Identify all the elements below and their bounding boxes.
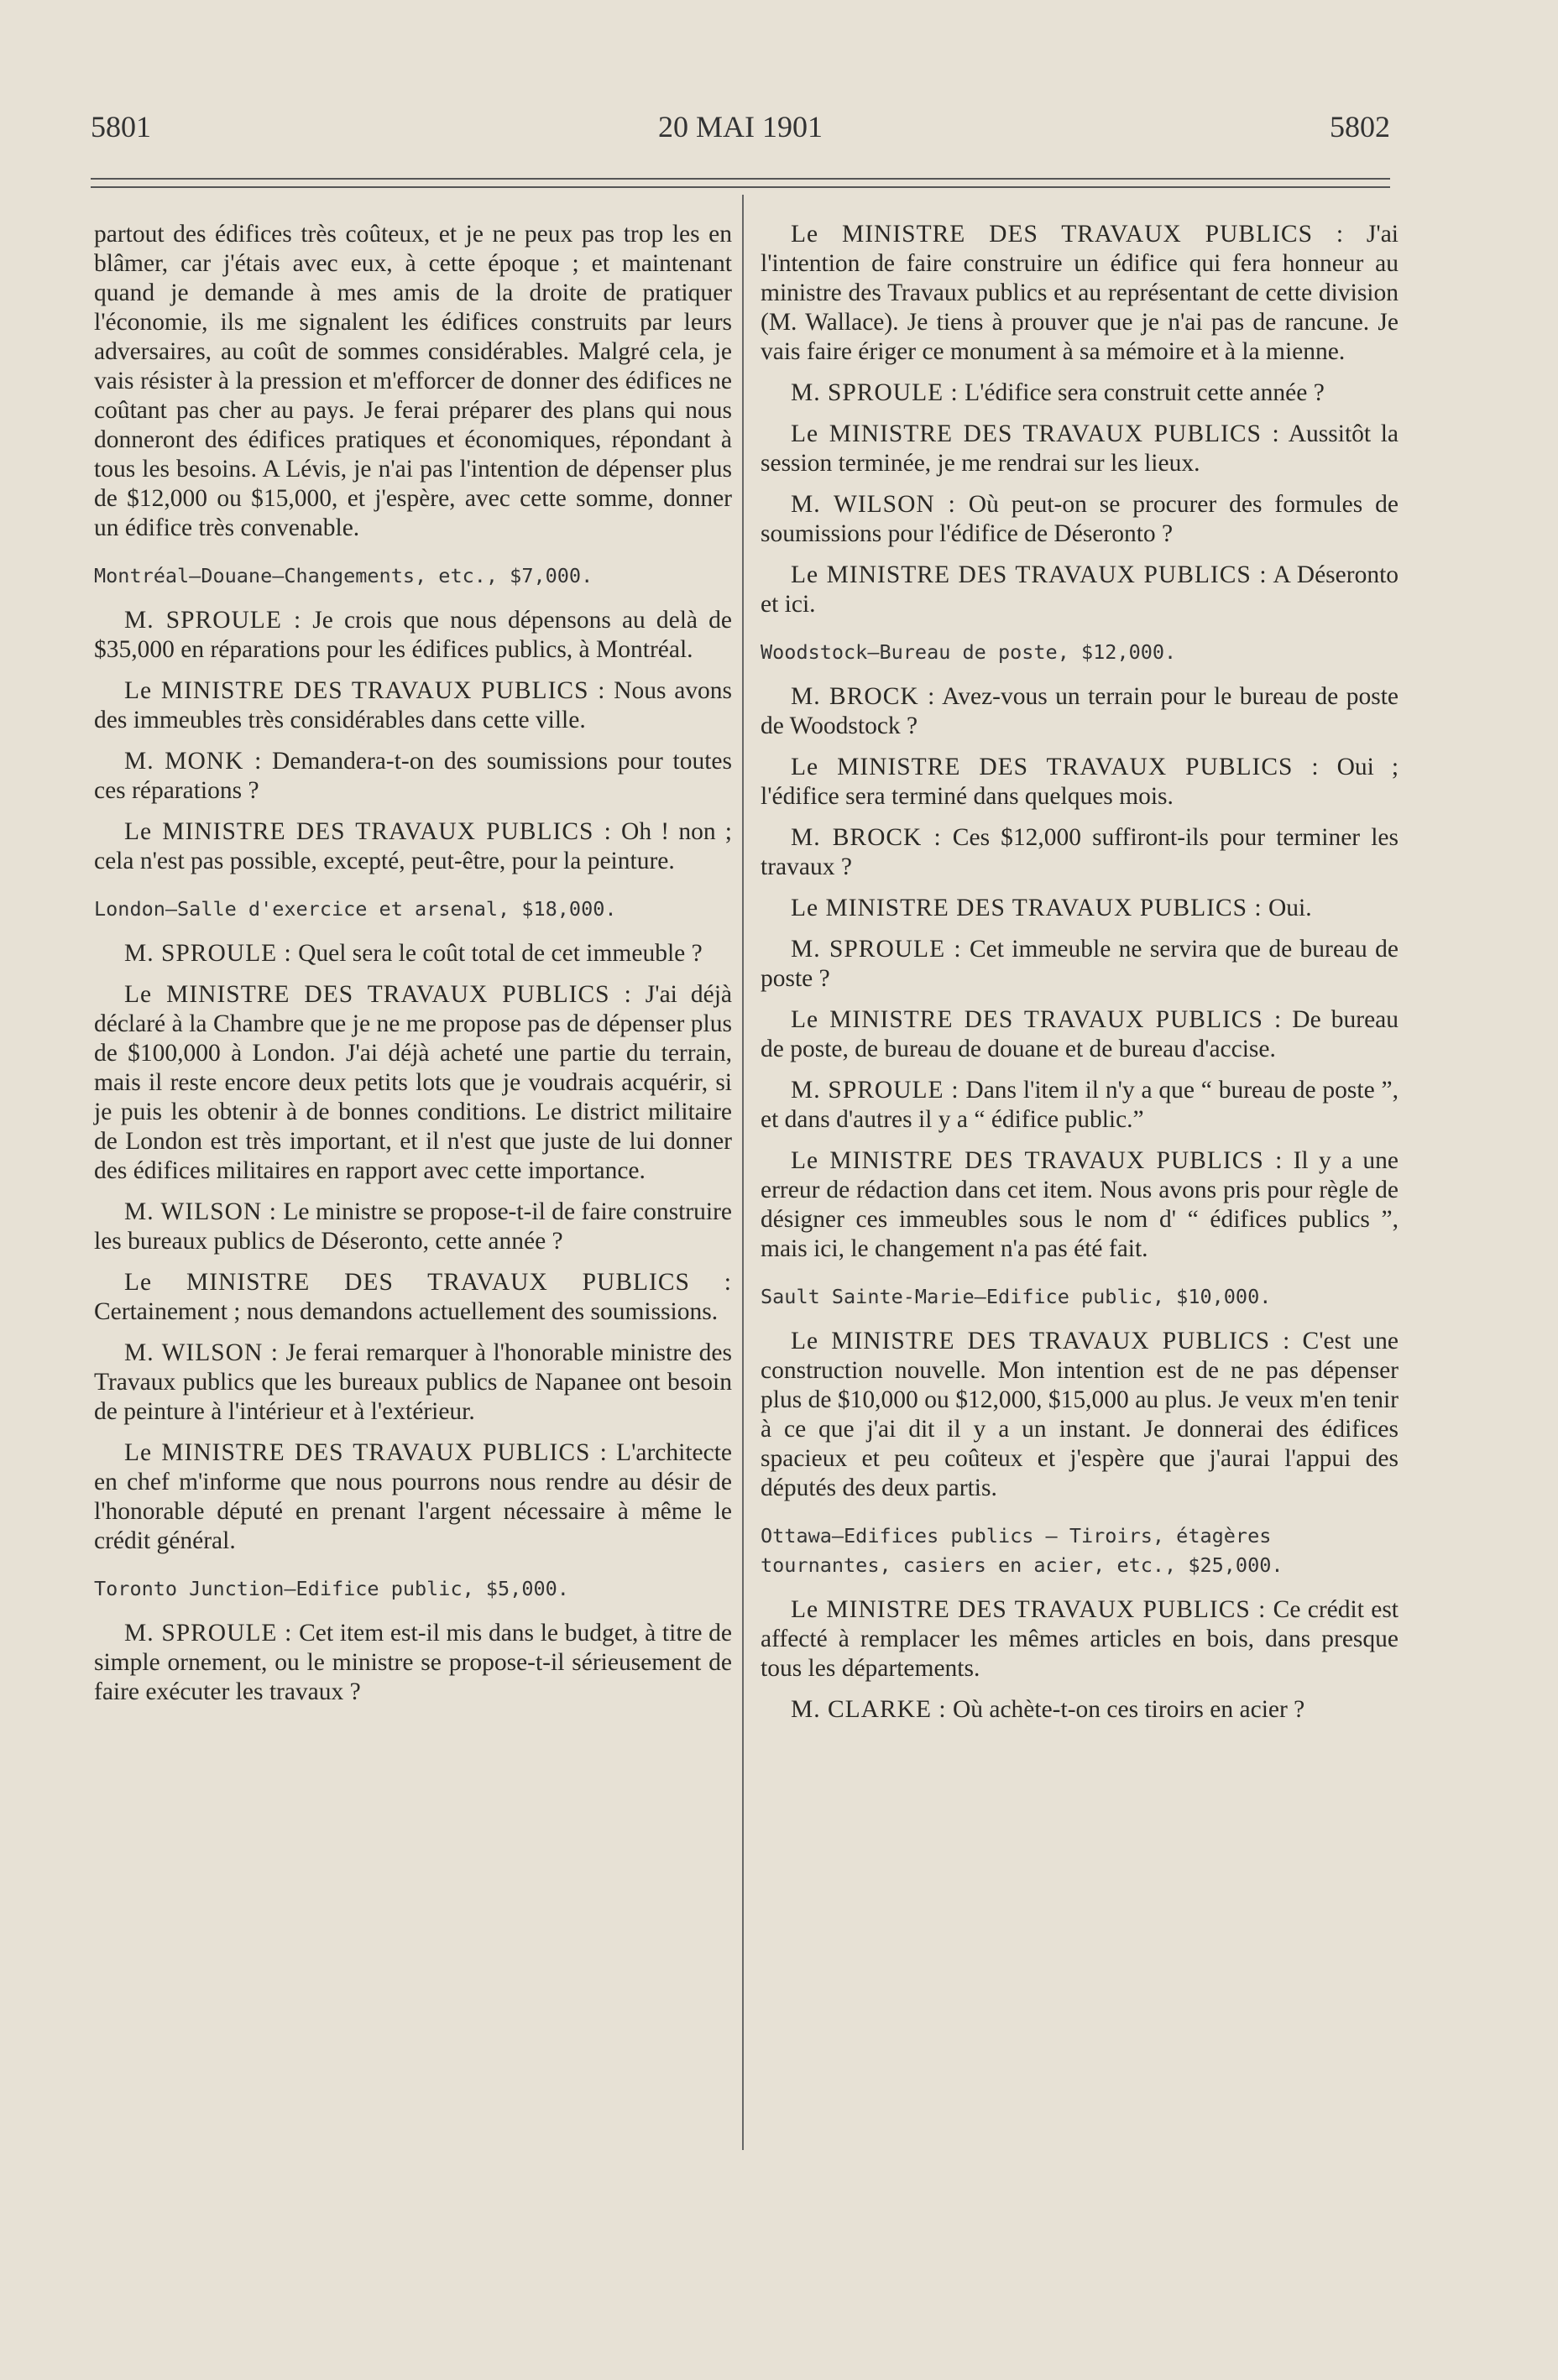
column-divider	[742, 195, 744, 2150]
paragraph	[761, 220, 1399, 367]
paragraph	[761, 420, 1399, 478]
speaker-name: Le MINISTRE DES TRAVAUX PUBLICS :	[791, 1328, 1291, 1354]
paragraph	[761, 490, 1399, 549]
speaker-name: Le MINISTRE DES TRAVAUX PUBLICS :	[791, 561, 1268, 588]
paragraph-text: Nous avons des immeubles très considérables dans cette ville.	[94, 677, 733, 733]
paragraph	[94, 1339, 732, 1427]
speaker-name: M. BROCK :	[791, 824, 942, 851]
paragraph	[761, 682, 1399, 741]
speaker-name: Le MINISTRE DES TRAVAUX PUBLICS :	[124, 677, 606, 704]
paragraph	[94, 1619, 732, 1707]
paragraph-text: C'est une construction nouvelle. Mon intention est de ne pas dépenser plus de $10,000 ou $12,000, $15,000 au plus. Je veux m'en tenir à ce que j'ai dit il y a un instant. Je donnerai des édifices spacieux et peu coûteux et j'espère que j'aurai l'appui des députés des deux partis.	[761, 1328, 1399, 1501]
paragraph	[94, 747, 732, 806]
paragraph-text: Dans l'item il n'y a que “ bureau de poste ”, et dans d'autres il y a “ édifice public.”	[761, 1077, 1399, 1133]
speaker-name: M. WILSON :	[124, 1198, 277, 1225]
paragraph-text: J'ai déjà déclaré à la Chambre que je ne me propose pas de dépenser plus de $100,000 à London. J'ai déjà acheté une partie du terrain, mais il reste encore deux petits lots que je voudrais acquérir, si je puis les obtenir à de bonnes conditions. Le district militaire de London est très important, et il n'est que juste de lui donner des édifices militaires en rapport avec cette importance.	[94, 981, 733, 1184]
paragraph	[761, 1076, 1399, 1135]
speaker-name: M. SPROULE :	[791, 379, 959, 406]
header-rule-bottom	[91, 186, 1390, 188]
paragraph	[94, 1438, 732, 1556]
paragraph	[761, 753, 1399, 812]
speaker-name: Le MINISTRE DES TRAVAUX PUBLICS :	[124, 981, 632, 1008]
paragraph-text: Ce crédit est affecté à remplacer les mêmes articles en bois, dans presque tous les départements.	[761, 1596, 1399, 1682]
paragraph-text: Aussitôt la session terminée, je me rendrai sur les lieux.	[761, 420, 1399, 477]
paragraph	[94, 817, 732, 876]
item-heading: Toronto Junction—Edifice public, $5,000.	[94, 1577, 569, 1600]
paragraph-text: partout des édifices très coûteux, et je ne peux pas trop les en blâmer, car j'étais avec eux, à cette époque ; et maintenant quand je demande à mes amis de la droite de pratiquer l'économie, ils me signalent les édifices construits par leurs adversaires, au coût de sommes considérables. Malgré cela, je vais résister à la pression et m'efforcer de donner des édifices ne coûtant pas cher au pays. Je ferai préparer des plans qui nous donneront des édifices pratiques et économiques, répondant à tous les besoins. A Lévis, je n'ai pas l'intention de dépenser plus de $12,000 ou $15,000, et j'espère, avec cette somme, donner un édifice très convenable.	[94, 221, 732, 541]
speaker-name: Le MINISTRE DES TRAVAUX PUBLICS :	[791, 1596, 1267, 1623]
speaker-name: Le MINISTRE DES TRAVAUX PUBLICS :	[791, 1006, 1283, 1033]
speaker-name: M. SPROULE :	[791, 1077, 959, 1104]
speaker-name: Le MINISTRE DES TRAVAUX PUBLICS :	[791, 420, 1280, 447]
speaker-name: Le MINISTRE DES TRAVAUX PUBLICS :	[791, 1147, 1284, 1174]
paragraph-text: Je ferai remarquer à l'honorable ministre des Travaux publics que les bureaux publics de Napanee ont besoin de peinture à l'intérieur et à l'extérieur.	[94, 1339, 732, 1425]
paragraph	[94, 1268, 732, 1327]
paragraph	[94, 676, 732, 735]
speaker-name: M. BROCK :	[791, 683, 936, 710]
paragraph	[761, 1327, 1399, 1503]
paragraph-text: De bureau de poste, de bureau de douane et de bureau d'accise.	[761, 1006, 1399, 1062]
paragraph	[761, 1595, 1399, 1683]
speaker-name: M. CLARKE :	[791, 1696, 947, 1723]
paragraph	[761, 823, 1399, 882]
paragraph	[761, 1695, 1399, 1725]
paragraph-text: Avez-vous un terrain pour le bureau de poste de Woodstock ?	[761, 683, 1399, 739]
paragraph-text: Cet item est-il mis dans le budget, à titre de simple ornement, ou le ministre se propose-t-il sérieusement de faire exécuter les travaux ?	[94, 1620, 732, 1705]
paragraph	[94, 1198, 732, 1256]
paragraph	[94, 980, 732, 1186]
page-date: 20 MAI 1901	[658, 110, 823, 144]
paragraph-text: Il y a une erreur de rédaction dans cet item. Nous avons pris pour règle de désigner ces immeubles sous le nom d' “ édifices publics ”, mais ici, le changement n'a pas été fait.	[761, 1147, 1399, 1262]
paragraph-text: Où peut-on se procurer des formules de soumissions pour l'édifice de Déseronto ?	[761, 491, 1399, 547]
speaker-name: M. SPROULE :	[124, 940, 292, 967]
speaker-name: M. SPROULE :	[791, 936, 962, 963]
paragraph-text: Oui ; l'édifice sera terminé dans quelques mois.	[761, 754, 1399, 810]
paragraph	[761, 935, 1399, 994]
speaker-name: M. WILSON :	[791, 491, 956, 518]
paragraph-text: Cet immeuble ne servira que de bureau de poste ?	[761, 936, 1399, 992]
paragraph-text: L'édifice sera construit cette année ?	[965, 379, 1325, 406]
paragraph-text: Ces $12,000 suffiront-ils pour terminer les travaux ?	[761, 824, 1399, 880]
item-heading: Woodstock—Bureau de poste, $12,000.	[761, 640, 1177, 664]
speaker-name: Le MINISTRE DES TRAVAUX PUBLICS :	[124, 1439, 608, 1466]
item-heading: Montréal—Douane—Changements, etc., $7,000.	[94, 564, 593, 587]
paragraph-text: Demandera-t-on des soumissions pour toutes ces réparations ?	[94, 748, 732, 804]
speaker-name: Le MINISTRE DES TRAVAUX PUBLICS :	[791, 754, 1320, 780]
paragraph-text: Oui.	[1268, 895, 1312, 921]
page-number-left: 5801	[91, 110, 151, 144]
item-heading: London—Salle d'exercice et arsenal, $18,000.	[94, 897, 617, 921]
paragraph	[94, 939, 732, 968]
speaker-name: Le MINISTRE DES TRAVAUX PUBLICS :	[791, 221, 1345, 248]
paragraph-text: Le ministre se propose-t-il de faire construire les bureaux publics de Déseronto, cette année ?	[94, 1198, 732, 1255]
speaker-name: Le MINISTRE DES TRAVAUX PUBLICS :	[124, 818, 612, 845]
speaker-name: Le MINISTRE DES TRAVAUX PUBLICS :	[791, 895, 1263, 921]
paragraph-text: Quel sera le coût total de cet immeuble ?	[298, 940, 703, 967]
item-heading: Ottawa—Edifices publics — Tiroirs, étagères tournantes, casiers en acier, etc., $25,000.	[761, 1524, 1284, 1577]
speaker-name: Le MINISTRE DES TRAVAUX PUBLICS :	[124, 1269, 732, 1296]
paragraph	[94, 606, 732, 665]
paragraph	[761, 378, 1399, 408]
paragraph	[94, 220, 732, 543]
paragraph-text: Certainement ; nous demandons actuellement des soumissions.	[94, 1298, 719, 1325]
page-number-right: 5802	[1330, 110, 1390, 144]
paragraph	[761, 1005, 1399, 1064]
paragraph	[761, 561, 1399, 619]
paragraph-text: Je crois que nous dépensons au delà de $35,000 en réparations pour les édifices publics, à Montréal.	[94, 607, 732, 663]
paragraph-text: J'ai l'intention de faire construire un édifice qui fera honneur au ministre des Travaux publics et au représentant de cette division (M. Wallace). Je tiens à prouver que je n'ai pas de rancune. Je vais faire ériger ce monument à sa mémoire et à la mienne.	[761, 221, 1399, 365]
right-column	[761, 220, 1399, 1736]
speaker-name: M. SPROULE :	[124, 1620, 293, 1647]
paragraph-text: Où achète-t-on ces tiroirs en acier ?	[952, 1696, 1305, 1723]
header-rule-top	[91, 178, 1390, 180]
speaker-name: M. WILSON :	[124, 1339, 280, 1366]
paragraph-text: A Déseronto et ici.	[761, 561, 1399, 618]
header-double-rule	[91, 178, 1390, 190]
page-header	[91, 109, 1390, 151]
left-column	[94, 220, 732, 1719]
paragraph-text: L'architecte en chef m'informe que nous pourrons nous rendre au désir de l'honorable député en prenant l'argent nécessaire à même le crédit général.	[94, 1439, 733, 1554]
speaker-name: M. MONK :	[124, 748, 263, 775]
speaker-name: M. SPROULE :	[124, 607, 302, 634]
paragraph-text: Oh ! non ; cela n'est pas possible, excepté, peut-être, pour la peinture.	[94, 818, 733, 874]
paragraph	[761, 1146, 1399, 1264]
paragraph	[761, 894, 1399, 923]
item-heading: Sault Sainte-Marie—Edifice public, $10,000.	[761, 1285, 1272, 1308]
